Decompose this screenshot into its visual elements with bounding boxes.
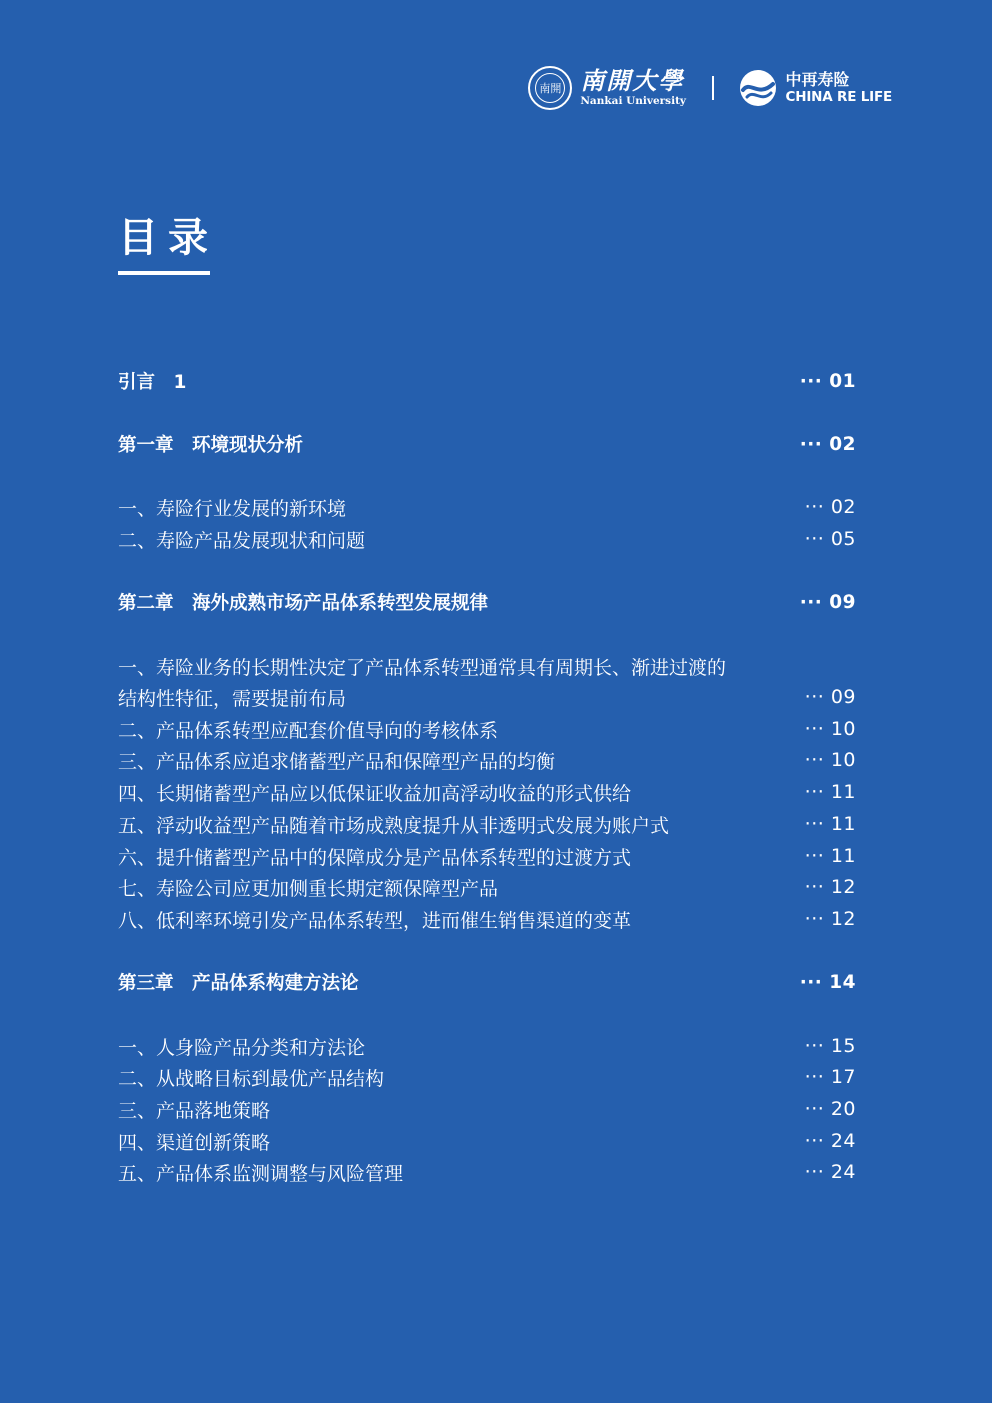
toc-entry-title: 一、人身险产品分类和方法论: [118, 1036, 366, 1059]
toc-entry-title: 第二章 海外成熟市场产品体系转型发展规律: [118, 593, 489, 614]
toc-entry-page: ··· 01: [799, 370, 856, 392]
toc-entry-page: ··· 12: [804, 908, 856, 930]
logo-divider: [712, 76, 714, 100]
header-logos: [528, 62, 892, 114]
toc-section[interactable]: [118, 776, 856, 808]
toc-entry-title: 三、产品落地策略: [118, 1099, 271, 1122]
toc-entry-page: ··· 15: [804, 1035, 856, 1057]
toc-entry-page: ··· 20: [804, 1098, 856, 1120]
nankai-wordmark: [580, 66, 687, 108]
toc-section[interactable]: [118, 840, 856, 872]
toc-entry-title: 七、寿险公司应更加侧重长期定额保障型产品: [118, 877, 499, 900]
toc-entry-title: 五、产品体系监测调整与风险管理: [118, 1162, 404, 1185]
toc-section[interactable]: [118, 1061, 856, 1093]
toc-entry-page: ··· 12: [804, 876, 856, 898]
toc-section[interactable]: [118, 1030, 856, 1062]
toc-entry-title: 结构性特征，需要提前布局: [118, 687, 347, 710]
toc-entry-page: ··· 11: [804, 813, 856, 835]
toc-section[interactable]: [118, 808, 856, 840]
page-title: 目录: [118, 215, 218, 261]
china-re-name-cn: 中再寿险: [785, 69, 850, 89]
toc-entry-page: ··· 24: [804, 1130, 856, 1152]
toc-entry-page: ··· 02: [799, 433, 856, 455]
toc-entry-page: ··· 09: [799, 591, 856, 613]
title-underline: [118, 271, 210, 275]
toc-entry-title: 引言 1: [118, 372, 187, 393]
toc-chapter-3[interactable]: [118, 966, 856, 998]
toc-section[interactable]: [118, 681, 856, 713]
toc-entry-intro[interactable]: [118, 365, 856, 397]
toc-entry-title: 一、寿险行业发展的新环境: [118, 497, 347, 520]
toc-entry-title: 六、提升储蓄型产品中的保障成分是产品体系转型的过渡方式: [118, 846, 632, 869]
toc-section[interactable]: [118, 491, 856, 523]
toc-entry-page: ··· 14: [799, 971, 856, 993]
toc-entry-page: ··· 02: [804, 496, 856, 518]
toc-entry-title: 一、寿险业务的长期性决定了产品体系转型通常具有周期长、渐进过渡的: [118, 656, 727, 679]
toc-entry-title: 八、低利率环境引发产品体系转型，进而催生销售渠道的变革: [118, 909, 632, 932]
toc-entry-title: 第三章 产品体系构建方法论: [118, 973, 359, 994]
toc-entry-title: 二、寿险产品发展现状和问题: [118, 529, 366, 552]
toc-entry-page: ··· 09: [804, 686, 856, 708]
toc-entry-page: ··· 05: [804, 528, 856, 550]
toc-chapter-2[interactable]: [118, 586, 856, 618]
toc-section[interactable]: [118, 523, 856, 555]
toc-section[interactable]: [118, 871, 856, 903]
toc-entry-page: ··· 10: [804, 749, 856, 771]
toc-section[interactable]: [118, 744, 856, 776]
nankai-seal-icon: [528, 66, 572, 110]
nankai-seal-text: 南開: [539, 82, 562, 95]
toc-entry-page: ··· 17: [804, 1066, 856, 1088]
china-re-life-logo-icon: [738, 68, 778, 108]
toc-entry-title: 二、从战略目标到最优产品结构: [118, 1067, 385, 1090]
nankai-name-cn: 南開大學: [580, 66, 685, 96]
toc-entry-title: 第一章 环境现状分析: [118, 435, 304, 456]
toc-entry-page: ··· 11: [804, 845, 856, 867]
toc-entry-title: 四、渠道创新策略: [118, 1131, 271, 1154]
toc-entry-title: 二、产品体系转型应配套价值导向的考核体系: [118, 719, 499, 742]
toc-chapter-1[interactable]: [118, 428, 856, 460]
toc-entry-page: ··· 11: [804, 781, 856, 803]
toc-entry-title: 三、产品体系应追求储蓄型产品和保障型产品的均衡: [118, 750, 556, 773]
toc-section[interactable]: [118, 1156, 856, 1188]
toc-section[interactable]: [118, 713, 856, 745]
nankai-name-en: Nankai University: [580, 95, 687, 108]
toc-section[interactable]: [118, 650, 856, 682]
china-re-life-wordmark: [785, 69, 892, 105]
toc-section[interactable]: [118, 1093, 856, 1125]
toc-entry-title: 五、浮动收益型产品随着市场成熟度提升从非透明式发展为账户式: [118, 814, 670, 837]
toc-section[interactable]: [118, 903, 856, 935]
toc-entry-page: ··· 10: [804, 718, 856, 740]
toc-entry-title: 四、长期储蓄型产品应以低保证收益加高浮动收益的形式供给: [118, 782, 632, 805]
china-re-name-en: CHINA RE LIFE: [785, 88, 892, 105]
toc-section[interactable]: [118, 1125, 856, 1157]
toc-entry-page: ··· 24: [804, 1161, 856, 1183]
